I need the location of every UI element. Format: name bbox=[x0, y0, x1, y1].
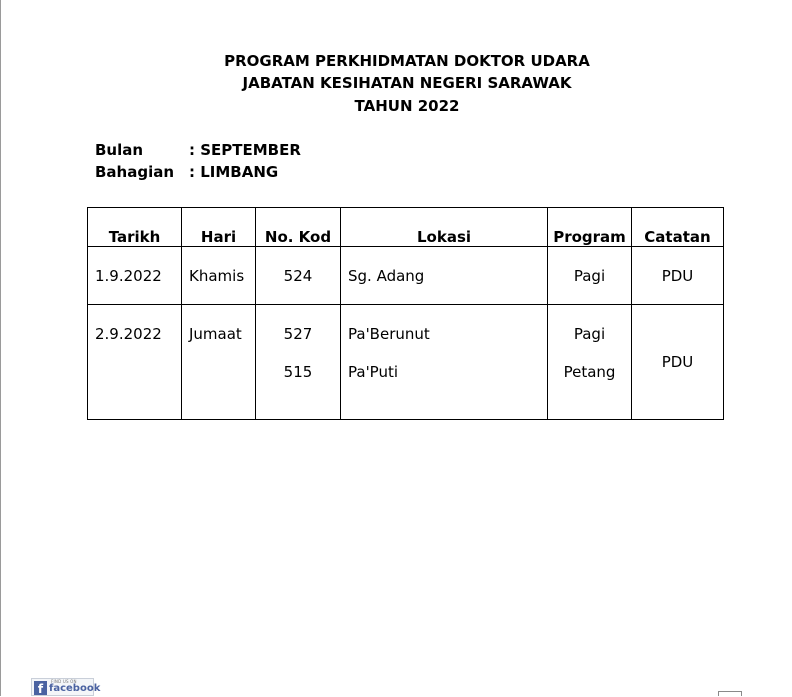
cell-tarikh bbox=[88, 305, 182, 420]
bulan-label: Bulan bbox=[95, 141, 144, 159]
hari-text: Jumaat bbox=[189, 325, 242, 343]
program-text: Pagi bbox=[573, 325, 606, 343]
facebook-f-icon: f bbox=[34, 681, 47, 695]
lokasi-text: Pa'Puti bbox=[348, 363, 399, 381]
cell-lokasi bbox=[341, 305, 548, 420]
heading-line-3: TAHUN 2022 bbox=[354, 97, 460, 115]
header-catatan: Catatan bbox=[632, 208, 724, 247]
cell-no-kod: 524 bbox=[256, 247, 341, 305]
cell-catatan: PDU bbox=[632, 247, 724, 305]
kod-text: 515 bbox=[283, 363, 313, 381]
header-hari: Hari bbox=[182, 208, 256, 247]
bahagian-label: Bahagian bbox=[95, 163, 175, 181]
header-program: Program bbox=[548, 208, 632, 247]
cell-program: Pagi bbox=[548, 247, 632, 305]
lokasi-text: Pa'Berunut bbox=[348, 325, 430, 343]
cell-hari bbox=[182, 305, 256, 420]
heading-line-1: PROGRAM PERKHIDMATAN DOKTOR UDARA bbox=[224, 52, 590, 70]
cell-no-kod bbox=[256, 305, 341, 420]
header-tarikh: Tarikh bbox=[88, 208, 182, 247]
table-row bbox=[88, 247, 724, 305]
table-row bbox=[88, 305, 724, 420]
header-lokasi: Lokasi bbox=[341, 208, 548, 247]
heading-line-2: JABATAN KESIHATAN NEGERI SARAWAK bbox=[242, 74, 572, 92]
kod-text: 527 bbox=[283, 325, 313, 343]
bahagian-value: : LIMBANG bbox=[189, 163, 279, 181]
schedule-table bbox=[87, 207, 724, 420]
facebook-badge[interactable] bbox=[31, 678, 101, 696]
cell-hari: Khamis bbox=[182, 247, 256, 305]
cell-program bbox=[548, 305, 632, 420]
corner-widget bbox=[718, 691, 742, 696]
cell-lokasi: Sg. Adang bbox=[341, 247, 548, 305]
cell-tarikh: 1.9.2022 bbox=[88, 247, 182, 305]
facebook-badge-word: facebook bbox=[49, 683, 101, 694]
table-header-row bbox=[88, 208, 724, 247]
cell-catatan: PDU bbox=[632, 305, 724, 420]
tarikh-text: 2.9.2022 bbox=[95, 325, 162, 343]
header-no-kod: No. Kod bbox=[256, 208, 341, 247]
bulan-value: : SEPTEMBER bbox=[189, 141, 301, 159]
program-text: Petang bbox=[563, 363, 616, 381]
facebook-badge-small-text: FIND US ON bbox=[51, 679, 77, 684]
